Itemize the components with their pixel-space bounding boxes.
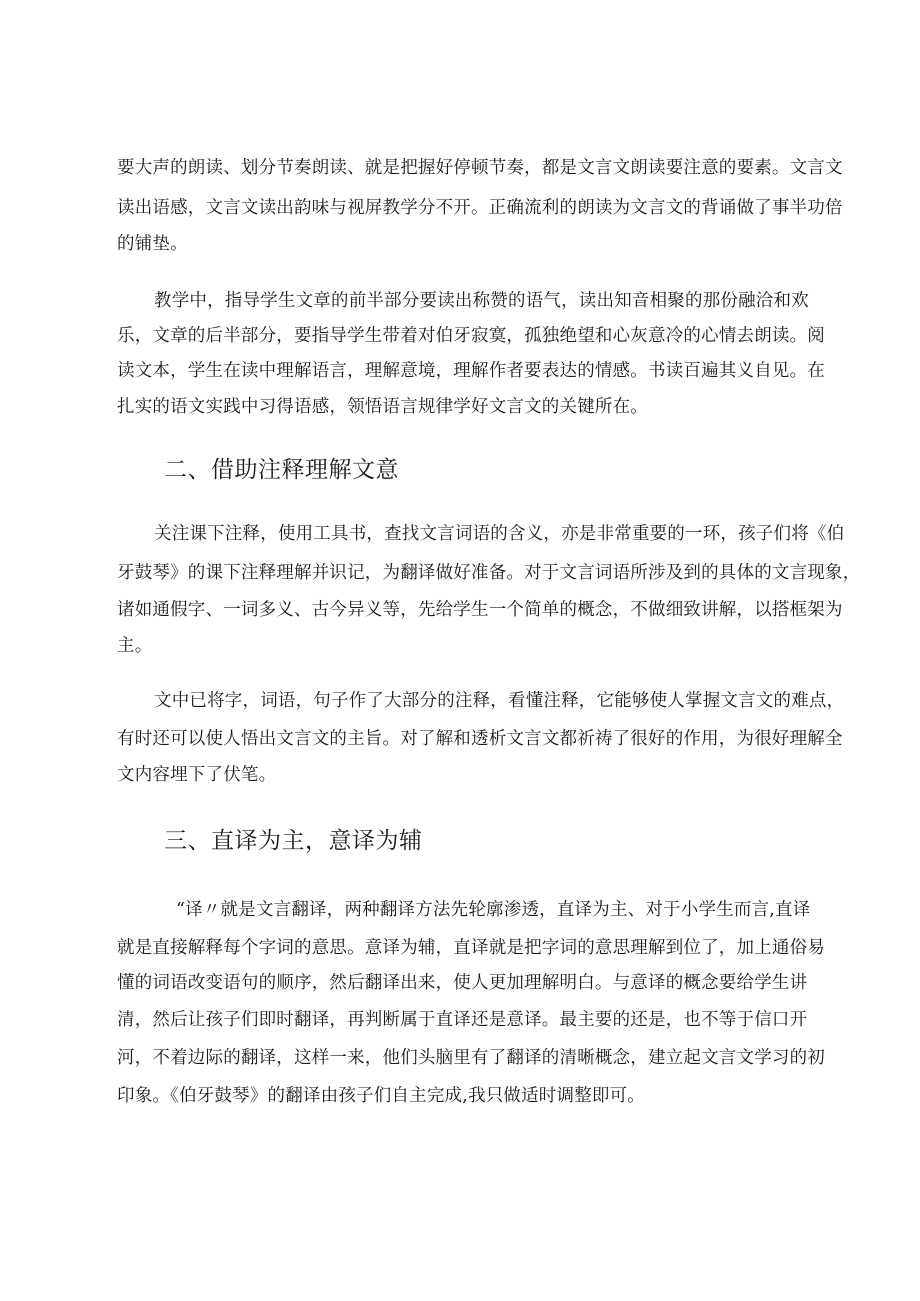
text-line: 扎实的语文实践中习得语感，领悟语言规律学好文言文的关键所在。 (117, 397, 648, 417)
text-line: 乐，文章的后半部分，要指导学生带着对伯牙寂寞，孤独绝望和心灰意冷的心情去朗读。阅 (117, 326, 825, 346)
section-heading-3: 三、直译为主，意译为辅 (164, 828, 423, 854)
text-line: 懂的词语改变语句的顺序，然后翻译出来，使人更加理解明白。与意译的概念要给学生讲 (117, 973, 808, 993)
text-line: 教学中，指导学生文章的前半部分要读出称赞的语气，读出知音相聚的那份融洽和欢 (154, 291, 809, 311)
text-line: 牙鼓琴》的课下注释理解并识记，为翻译做好准备。对于文言词语所涉及到的具体的文言现象， (117, 563, 861, 583)
text-line: 就是直接解释每个字词的意思。意译为辅，直译就是把字词的意思理解到位了，加上通俗易 (117, 938, 825, 958)
text-line: 诸如通假字、一词多义、古今异义等，先给学生一个简单的概念，不做细致讲解，以搭框架为 (117, 600, 843, 620)
text-line: 河，不着边际的翻译，这样一来，他们头脑里有了翻译的清晰概念，建立起文言文学习的初 (117, 1048, 825, 1068)
text-line: 文内容埋下了伏笔。 (117, 765, 277, 785)
text-line: 印象。《伯牙鼓琴》的翻译由孩子们自主完成,我只做适时调整即可。 (117, 1086, 646, 1106)
text-line: “译〃就是文言翻译，两种翻译方法先轮廓渗透，直译为主、对于小学生而言,直译 (176, 900, 811, 920)
text-line: 要大声的朗读、划分节奏朗读、就是把握好停顿节奏，都是文言文朗读要注意的要素。文言文 (117, 158, 843, 178)
text-line: 文中已将字，词语，句子作了大部分的注释，看懂注释，它能够使人掌握文言文的难点， (154, 691, 845, 711)
text-line: 的铺垫。 (117, 234, 188, 254)
text-line: 清，然后让孩子们即时翻译，再判断属于直译还是意译。最主要的还是，也不等于信口开 (117, 1010, 808, 1030)
text-line: 有时还可以使人悟出文言文的主旨。对了解和透析文言文都祈祷了很好的作用，为很好理解全 (117, 729, 843, 749)
text-line: 读出语感，文言文读出韵味与视屏教学分不开。正确流利的朗读为文言文的背诵做了事半功倍 (117, 198, 843, 218)
section-heading-2: 二、借助注释理解文意 (164, 457, 399, 483)
text-line: 主。 (117, 636, 153, 656)
text-line: 关注课下注释，使用工具书，查找文言词语的含义，亦是非常重要的一环，孩子们将《伯 (154, 524, 845, 544)
text-line: 读文本，学生在读中理解语言，理解意境，理解作者要表达的情感。书读百遍其义自见。在 (117, 361, 825, 381)
